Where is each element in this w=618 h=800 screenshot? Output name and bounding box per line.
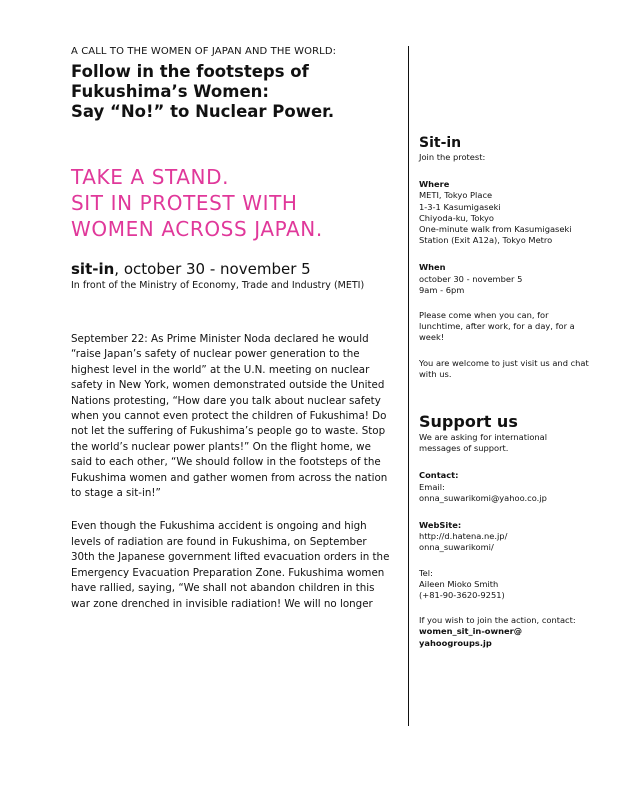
kicker: A CALL TO THE WOMEN OF JAPAN AND THE WORLD: xyxy=(71,46,337,57)
stand-line: SIT IN PROTEST WITH xyxy=(71,191,298,215)
column-divider xyxy=(408,46,409,726)
website-link[interactable]: http://d.hatena.ne.jp/ xyxy=(419,531,508,542)
website-link[interactable]: onna_suwarikomi/ xyxy=(419,542,494,553)
take-a-stand xyxy=(71,164,391,242)
headline-line: Follow in the footsteps of xyxy=(71,62,309,81)
tel-name: Aileen Mioko Smith xyxy=(419,578,499,589)
main-column xyxy=(71,46,391,612)
event-dates xyxy=(71,260,391,278)
email-label: Email: xyxy=(419,481,445,492)
support-text: We are asking for international messages of support. xyxy=(419,432,548,454)
sidebar xyxy=(419,134,589,649)
stand-line: TAKE A STAND. xyxy=(71,165,230,189)
where-line: One-minute walk from Kasumigaseki Station (Exit A12a), Tokyo Metro xyxy=(419,224,572,246)
event-location: In front of the Ministry of Economy, Trade and Industry (METI) xyxy=(71,280,365,291)
stand-line: WOMEN ACROSS JAPAN. xyxy=(71,217,323,241)
contact-label: Contact: xyxy=(419,470,459,481)
join-email-link[interactable]: yahoogroups.jp xyxy=(419,637,492,648)
headline xyxy=(71,62,391,122)
headline-line: Fukushima’s Women: xyxy=(71,82,269,101)
where-line: METI, Tokyo Place xyxy=(419,190,493,201)
where-label: Where xyxy=(419,179,450,190)
headline-line: Say “No!” to Nuclear Power. xyxy=(71,102,335,121)
when-line: october 30 - november 5 xyxy=(419,273,523,284)
event-range: , october 30 - november 5 xyxy=(114,260,311,278)
join-action-text: If you wish to join the action, contact: xyxy=(419,615,576,626)
where-line: 1-3-1 Kasumigaseki xyxy=(419,201,501,212)
when-label: When xyxy=(419,262,446,273)
email-link[interactable]: onna_suwarikomi@yahoo.co.jp xyxy=(419,492,547,503)
sitin-title: Sit-in xyxy=(419,135,462,151)
join-text: Join the protest: xyxy=(419,152,486,162)
article-body xyxy=(71,332,391,612)
where-line: Chiyoda-ku, Tokyo xyxy=(419,212,494,223)
welcome-text: You are welcome to just visit us and chat with us. xyxy=(419,357,589,379)
come-text: Please come when you can, for lunchtime, after work, for a day, for a week! xyxy=(419,310,575,343)
support-title: Support us xyxy=(419,412,518,432)
event-prefix: sit-in xyxy=(71,260,115,278)
tel-label: Tel: xyxy=(419,567,433,578)
tel-number: (+81-90-3620-9251) xyxy=(419,590,505,601)
paragraph: September 22: As Prime Minister Noda declared he would “raise Japan’s safety of nuclear power generation to the highest level in the world” at the U.N. meeting on nuclear safety in New York, women demonstrated outside the United Nations protesting, “How dare you talk about nuclear safety when you cannot even protect the children of Fukushima! Do not let the suffering of Fukushima’s people go to waste. Stop the world’s nuclear power plants!” On the flight home, we said to each other, “We should follow in the footsteps of the Fukushima women and gather women from across the nation to stage a sit-in!” xyxy=(71,333,388,500)
join-email-link[interactable]: women_sit_in-owner@ xyxy=(419,626,523,637)
when-line: 9am - 6pm xyxy=(419,284,465,295)
paragraph: Even though the Fukushima accident is ongoing and high levels of radiation are found in Fukushima, on September 30th the Japanese government lifted evacuation orders in the Emergency Evacuation Preparation Zone. Fukushima women have rallied, saying, “We shall not abandon children in this war zone drenched in invisible radiation! We will no longer xyxy=(71,520,390,610)
website-label: WebSite: xyxy=(419,520,462,531)
